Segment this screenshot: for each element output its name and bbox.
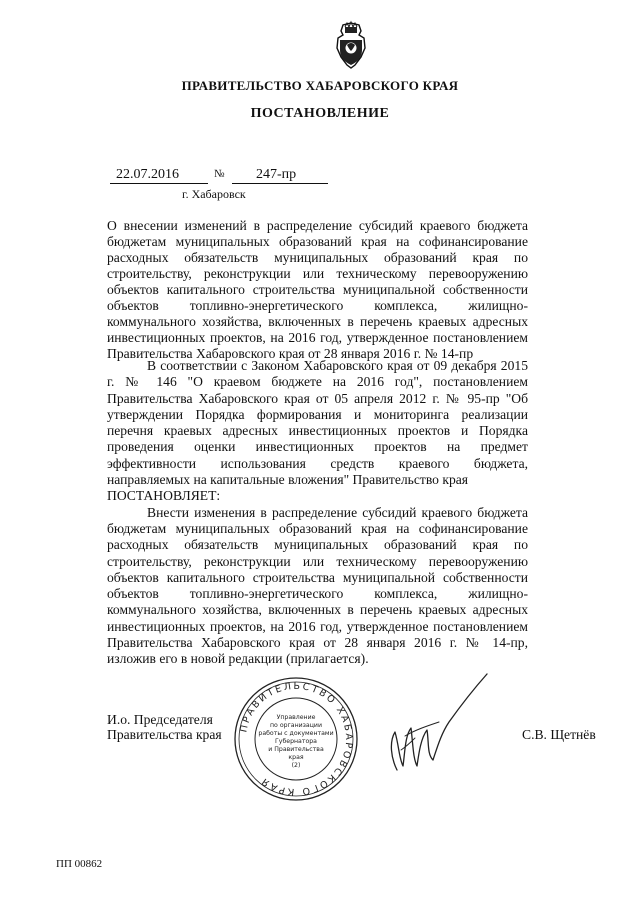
document-date: 22.07.2016 [110,166,208,184]
preamble-paragraph: В соответствии с Законом Хабаровского края от 09 декабря 2015 г. № 146 "О краевом бюджете на 2016 год", постановлением Правительства Хабаровского края от 05 апреля 2012 г. № 95-пр "Об утверждении Порядка формирования и мониторинга реализации перечня краевых адресных инвестиционных проектов и Порядка проведения оценки инвестиционных проектов на предмет эффективности использования средств краевого бюджета, направляемых на капитальные вложения" Правительство края [107,358,528,488]
decision-paragraph: Внести изменения в распределение субсидий краевого бюджета бюджетам муниципальных образований края на софинансирование расходных обязательств муниципальных образований края по строительству, реконструкции или техническому перевооружению объектов капитального строительства муниципальной собственности объектов топливно-энергетического комплекса, жилищно-коммунального хозяйства, включенных в перечень краевых адресных инвестиционных проектов, на 2016 год, утвержденное постановлением Правительства Хабаровского края от 28 января 2016 г. № 14-пр, изложив его в новой редакции (прилагается). [107,504,528,667]
document-number: 247-пр [232,166,328,184]
resolves-heading: ПОСТАНОВЛЯЕТ: [107,488,221,504]
footer-code: ПП 00862 [56,858,103,870]
signer-role-line2: Правительства края [107,727,222,742]
document-type: ПОСТАНОВЛЕНИЕ [250,106,390,121]
seal-center-line: по организации [270,722,322,729]
document-body [107,358,528,668]
signer-name: С.В. Щетнёв [522,727,596,742]
seal-center-line: Губернатора [275,738,317,745]
seal-center-line: и Правительства [268,746,324,753]
signer-role-line1: И.о. Председателя [107,712,213,727]
number-sign: № [214,168,225,180]
document-subject: О внесении изменений в распределение субсидий краевого бюджета бюджетам муниципальных образований края на софинансирование расходных обязательств муниципальных образований края по строительству, реконструкции или техническому перевооружению объектов капитального строительства муниципальной собственности объектов топливно-энергетического комплекса, жилищно-коммунального хозяйства, включенных в перечень краевых адресных инвестиционных проектов, на 2016 год, утвержденное постановлением Правительства Хабаровского края от 28 января 2016 г. № 14-пр [107,218,528,361]
seal-ring-text: ПРАВИТЕЛЬСТВО ХАБАРОВСКОГО КРАЯ [238,680,355,798]
coat-of-arms-icon [330,20,372,70]
handwritten-signature [375,672,490,774]
city-name: г. Хабаровск [182,187,246,201]
seal-center-line: края [288,754,304,761]
government-title: ПРАВИТЕЛЬСТВО ХАБАРОВСКОГО КРАЯ [181,78,459,93]
official-seal [232,675,360,803]
signer-role [107,712,222,742]
seal-center-line: Управление [276,714,316,721]
seal-center-line: работы с документами [258,730,334,737]
seal-center-line: (2) [291,762,301,769]
